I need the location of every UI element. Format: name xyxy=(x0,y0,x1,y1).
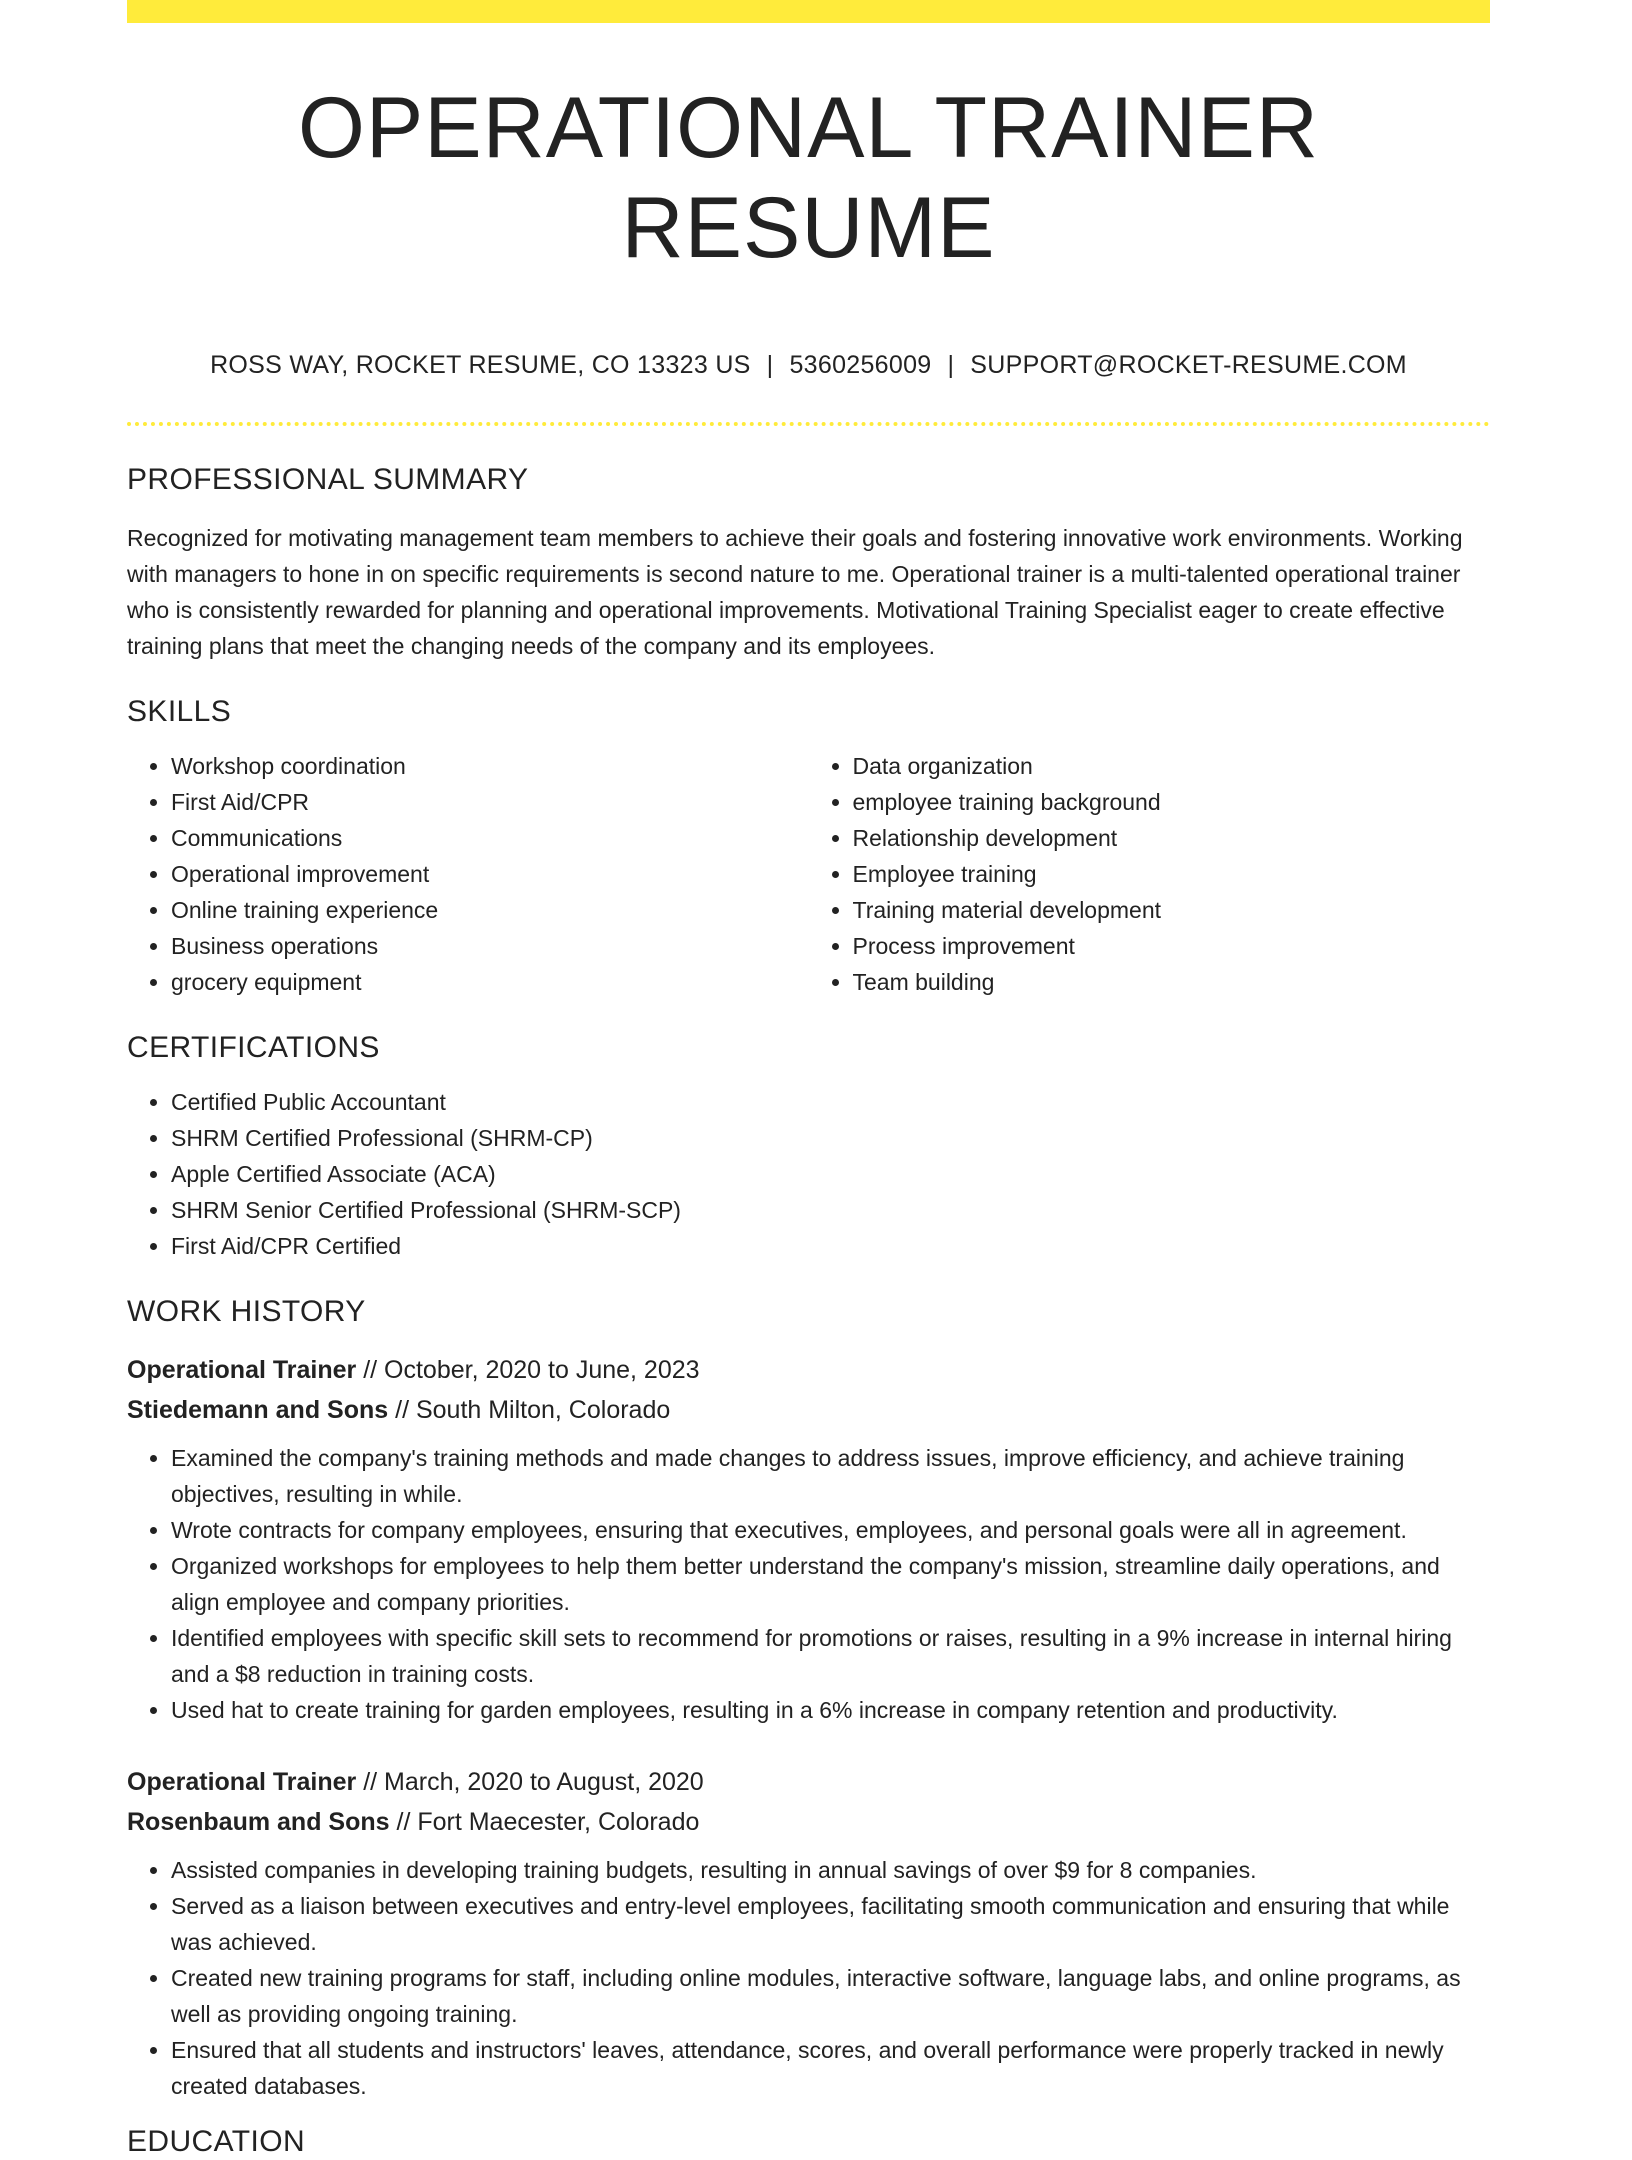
skills-columns xyxy=(127,748,1490,1000)
skill-item: • Process improvement xyxy=(853,928,1491,964)
skill-item: • Business operations xyxy=(171,928,809,964)
contact-line xyxy=(127,350,1490,380)
skills-list-left xyxy=(127,748,809,1000)
job-bullet: • Identified employees with specific skill sets to recommend for promotions or raises, resulting in a 9% increase in internal hiring and a $8 reduction in training costs. xyxy=(171,1620,1490,1692)
job-entry xyxy=(127,1350,1490,1728)
dotted-divider xyxy=(127,422,1490,426)
skill-item: • Employee training xyxy=(853,856,1491,892)
job-bullet: • Assisted companies in developing training budgets, resulting in annual savings of over $9 for 8 companies. xyxy=(171,1852,1490,1888)
summary-text: Recognized for motivating management team members to achieve their goals and fostering innovative work environments. Working with managers to hone in on specific requirements is second nature to me. Operational trainer is a multi-talented operational trainer who is consistently rewarded for planning and operational improvements. Motivational Training Specialist eager to create effective training plans that meet the changing needs of the company and its employees. xyxy=(127,525,1463,659)
contact-phone: 5360256009 xyxy=(789,351,932,379)
skill-item: • Training material development xyxy=(853,892,1491,928)
job-bullet: • Organized workshops for employees to help them better understand the company's mission, streamline daily operations, and align employee and company priorities. xyxy=(171,1548,1490,1620)
contact-email: SUPPORT@ROCKET-RESUME.COM xyxy=(970,351,1407,379)
skill-item: • Data organization xyxy=(853,748,1491,784)
certification-item: • First Aid/CPR Certified xyxy=(171,1228,1490,1264)
summary-heading: PROFESSIONAL SUMMARY xyxy=(127,463,529,496)
job-company-line xyxy=(127,1802,1490,1842)
skills-list-right xyxy=(809,748,1491,1000)
page-title: OPERATIONAL TRAINER RESUME xyxy=(298,80,1319,276)
job-title: Operational Trainer xyxy=(127,1768,357,1796)
work-history-heading: WORK HISTORY xyxy=(127,1295,366,1328)
skill-item: • Relationship development xyxy=(853,820,1491,856)
certifications-list xyxy=(127,1084,1490,1264)
certification-item: • SHRM Senior Certified Professional (SHRM-SCP) xyxy=(171,1192,1490,1228)
skill-item: • First Aid/CPR xyxy=(171,784,809,820)
skill-item: • Communications xyxy=(171,820,809,856)
job-location: // Fort Maecester, Colorado xyxy=(389,1808,700,1836)
job-dates: // March, 2020 to August, 2020 xyxy=(356,1768,704,1796)
certification-item: • SHRM Certified Professional (SHRM-CP) xyxy=(171,1120,1490,1156)
job-company: Rosenbaum and Sons xyxy=(127,1808,390,1836)
resume-content xyxy=(127,0,1490,2160)
skill-item: • Team building xyxy=(853,964,1491,1000)
certification-item: • Certified Public Accountant xyxy=(171,1084,1490,1120)
contact-separator: | xyxy=(947,351,955,379)
job-bullet: • Served as a liaison between executives and entry-level employees, facilitating smooth communication and ensuring that while was achieved. xyxy=(171,1888,1490,1960)
job-title-line xyxy=(127,1350,1490,1390)
job-location: // South Milton, Colorado xyxy=(388,1396,671,1424)
skill-item: • grocery equipment xyxy=(171,964,809,1000)
certification-item: • Apple Certified Associate (ACA) xyxy=(171,1156,1490,1192)
skill-item: • Online training experience xyxy=(171,892,809,928)
job-company: Stiedemann and Sons xyxy=(127,1396,389,1424)
skill-item: • employee training background xyxy=(853,784,1491,820)
job-title: Operational Trainer xyxy=(127,1356,357,1384)
job-bullet: • Wrote contracts for company employees, ensuring that executives, employees, and personal goals were all in agreement. xyxy=(171,1512,1490,1548)
job-bullet: • Examined the company's training methods and made changes to address issues, improve efficiency, and achieve training objectives, resulting in while. xyxy=(171,1440,1490,1512)
certifications-heading: CERTIFICATIONS xyxy=(127,1031,380,1064)
job-dates: // October, 2020 to June, 2023 xyxy=(356,1356,700,1384)
job-bullet: • Created new training programs for staff, including online modules, interactive software, language labs, and online programs, as well as providing ongoing training. xyxy=(171,1960,1490,2032)
job-bullet: • Used hat to create training for garden employees, resulting in a 6% increase in company retention and productivity. xyxy=(171,1692,1490,1728)
job-bullets xyxy=(127,1852,1490,2104)
skill-item: • Workshop coordination xyxy=(171,748,809,784)
job-company-line xyxy=(127,1390,1490,1430)
job-bullet: • Ensured that all students and instructors' leaves, attendance, scores, and overall performance were properly tracked in newly created databases. xyxy=(171,2032,1490,2104)
contact-separator: | xyxy=(766,351,774,379)
education-heading: EDUCATION xyxy=(127,2125,306,2158)
skill-item: • Operational improvement xyxy=(171,856,809,892)
job-title-line xyxy=(127,1762,1490,1802)
job-entry xyxy=(127,1762,1490,2104)
contact-address: ROSS WAY, ROCKET RESUME, CO 13323 US xyxy=(210,351,751,379)
skills-heading: SKILLS xyxy=(127,695,232,728)
job-bullets xyxy=(127,1440,1490,1728)
